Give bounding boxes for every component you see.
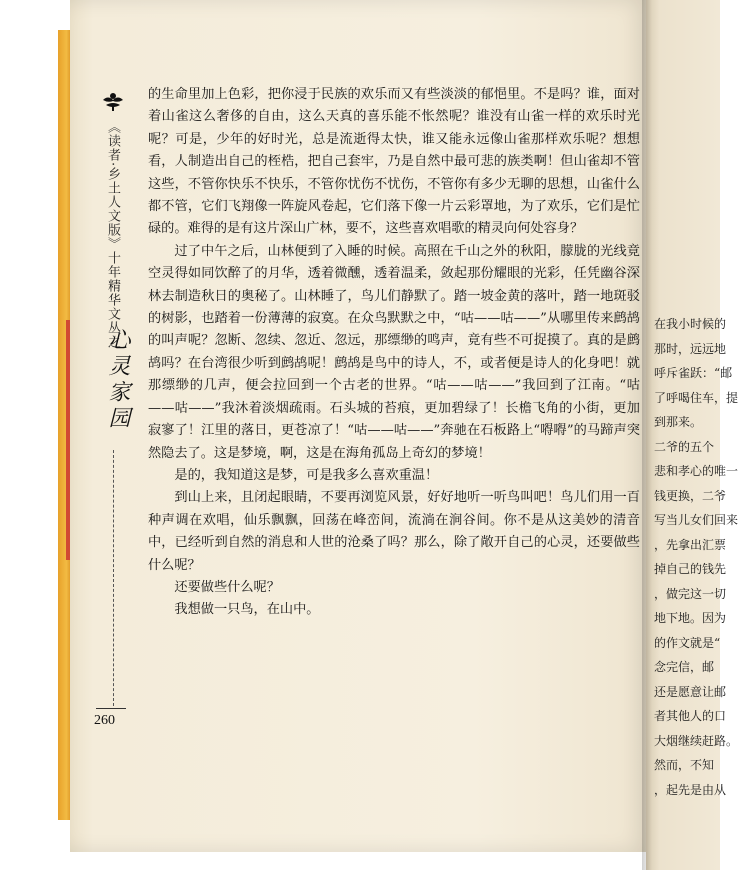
collection-name: 心灵家园	[105, 328, 130, 432]
sidebar-dashed-rule	[113, 450, 114, 706]
text-line: 大烟继续赶路。	[654, 733, 738, 748]
text-line: 的作文就是“	[654, 635, 721, 650]
paragraph: 的生命里加上色彩，把你浸于民族的欢乐而又有些淡淡的郁悒里。不是吗？谁，面对着山雀这么奢侈的自由，这么天真的喜乐能不怅然呢？谁没有山雀一样的欢乐时光呢？可是，少年的好时光，总是流逝得太快，谁又能永远像山雀那样欢乐呢？想想看，人制造出自己的桎梏，把自己套牢，乃是自然中最可悲的族类啊！但山雀却不管这些，不管你快乐不快乐，不管你忧伤不忧伤，不管你有多少无聊的思想，山雀什么都不管，它们飞翔像一阵旋风卷起，它们落下像一片云彩罩地，为了欢乐，它们是忙碌的。难得的是有这片深山广林，要不，这些喜欢唱歌的精灵向何处容身？	[148, 87, 640, 237]
page-gutter-shadow	[642, 0, 652, 870]
text-line: ，做完这一切	[654, 586, 727, 601]
text-line: 那时，远远地	[654, 341, 727, 356]
text-line: 然而，不知	[654, 758, 715, 772]
text-line: 了呼喝住车，提	[654, 390, 738, 405]
text-line: 二爷的五个	[654, 439, 715, 454]
floral-ornament-icon	[100, 90, 126, 112]
page-number-rule	[96, 708, 126, 709]
text-line: 到那来。	[654, 415, 703, 429]
text-line: 掉自己的钱先	[654, 562, 727, 576]
series-title: 《读者·乡土人文版》十年精华文丛之	[105, 120, 120, 350]
right-page-text	[654, 312, 738, 802]
text-line: 钱更换，二爷	[654, 488, 727, 503]
text-line: 者其他人的口	[654, 709, 727, 723]
text-line: 写当儿女们回来	[654, 513, 738, 527]
text-line: 地下地。因为	[654, 611, 727, 625]
paragraph: 是的，我知道这是梦，可是我多么喜欢重温！	[174, 467, 439, 483]
paragraph: 还要做些什么呢？	[174, 579, 280, 595]
text-line: 念完信，邮	[654, 660, 715, 674]
text-line: 呼斥雀跃：“邮	[654, 366, 733, 380]
paragraph: 过了中午之后，山林便到了入睡的时候。高照在千山之外的秋阳，朦胧的光线竟空灵得如同饮醉了的月华，透着微醺，透着温柔，敛起那份耀眼的光彩，任凭幽谷深林去制造秋日的奥秘了。山林睡了，鸟儿们静默了。踏一坡金黄的落叶，踏一地斑驳的树影，也踏着一份薄薄的寂寞。在众鸟默默之中，“咕——咕——”从哪里传来鹧鸪的叫声呢？忽断、忽续、忽近、忽远，那缥缈的鸣声，竟有些不可捉摸了。真的是鹧鸪吗？在台湾很少听到鹧鸪呢！鹧鸪是鸟中的诗人，不，或者便是诗人的化身吧！就那缥缈的几声，便会拉回到一个古老的世界。“咕——咕——”我回到了江南。“咕——咕——”我沐着淡烟疏雨。石头城的苔痕，更加碧绿了！长檐飞角的小街，更加寂寥了！江里的落日，更苍凉了！“咕——咕——”奔驰在石板路上“嘚嘚”的马蹄声突然隐去了。这是梦境，啊，这是在海角孤岛上奇幻的梦境！	[148, 243, 640, 461]
body-text	[148, 84, 640, 622]
page-number: 260	[94, 713, 115, 728]
text-line: ，先拿出汇票	[654, 537, 727, 552]
paragraph: 到山上来，且闭起眼睛，不要再浏览风景，好好地听一听鸟叫吧！鸟儿们用一百种声调在欢唱，仙乐飘飘，回荡在峰峦间，流淌在涧谷间。你不是从这美妙的清音中，已经听到自然的消息和人世的沧桑了吗？那么，除了敞开自己的心灵，还要做些什么呢？	[148, 490, 640, 573]
text-line: 悲和孝心的唯一	[654, 464, 738, 478]
paragraph: 我想做一只鸟，在山中。	[174, 602, 320, 618]
text-line: 在我小时候的	[654, 317, 727, 331]
text-line: 还是愿意让邮	[654, 684, 727, 699]
text-line: ，起先是由从	[654, 782, 727, 797]
